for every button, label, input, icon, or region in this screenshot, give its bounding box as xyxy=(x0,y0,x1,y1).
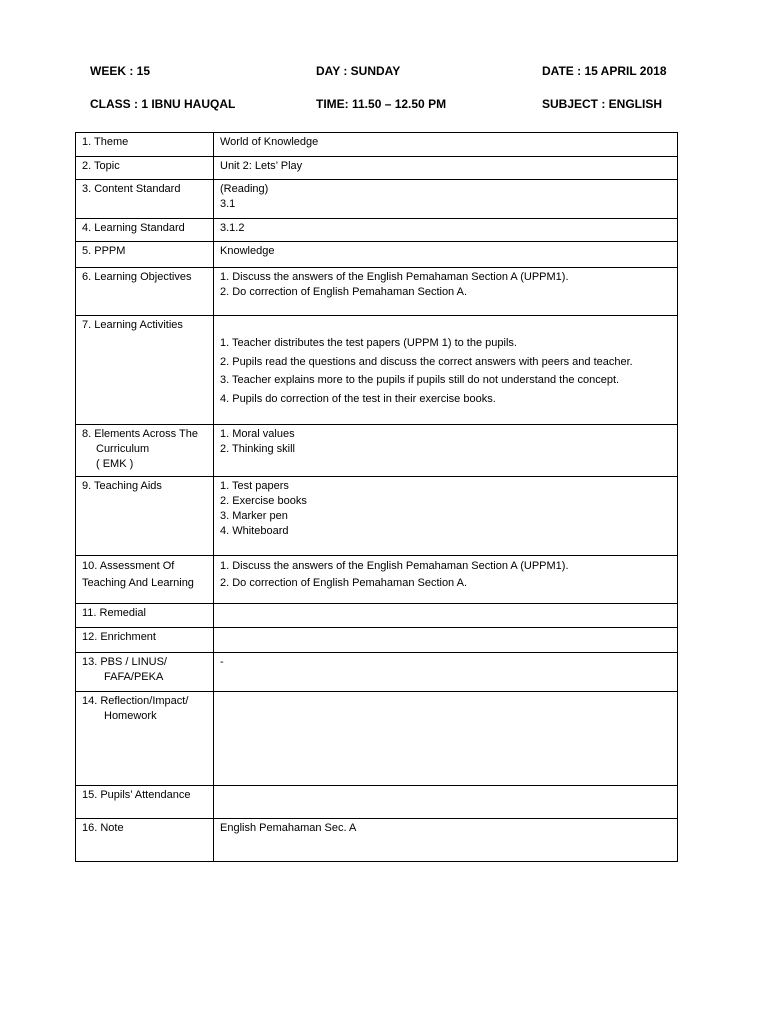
teaching-aid-item: 4. Whiteboard xyxy=(220,525,289,537)
content-standard-line: 3.1 xyxy=(220,198,236,210)
content-standard-content-cell xyxy=(214,180,678,219)
row-reflection xyxy=(76,692,678,786)
row-enrichment xyxy=(76,628,678,653)
topic-content-cell xyxy=(214,157,678,180)
enrichment-content-cell xyxy=(214,628,678,653)
learning-activity-item: 3. Teacher explains more to the pupils if pupils still do not understand the concept. xyxy=(220,374,620,386)
topic-label-cell xyxy=(76,157,214,180)
emk-label-line: Curriculum xyxy=(96,443,150,455)
row-assessment xyxy=(76,556,678,604)
assessment-item: 1. Discuss the answers of the English Pemahaman Section A (UPPM1). xyxy=(220,560,569,572)
note-label: 16. Note xyxy=(82,822,124,834)
time-label: TIME: 11.50 – 12.50 PM xyxy=(316,97,447,111)
learning-objective-item: 2. Do correction of English Pemahaman Section A. xyxy=(220,286,468,298)
content-standard-line: (Reading) xyxy=(220,183,269,195)
attendance-content-cell xyxy=(214,786,678,819)
learning-standard-value: 3.1.2 xyxy=(220,222,245,234)
teaching-aids-label: 9. Teaching Aids xyxy=(82,480,162,492)
learning-objectives-label-cell xyxy=(76,268,214,316)
emk-item: 1. Moral values xyxy=(220,428,295,440)
teaching-aid-item: 3. Marker pen xyxy=(220,510,288,522)
note-value: English Pemahaman Sec. A xyxy=(220,822,357,834)
learning-activity-item: 1. Teacher distributes the test papers (UPPM 1) to the pupils. xyxy=(220,337,517,349)
note-label-cell xyxy=(76,819,214,862)
week-label: WEEK : 15 xyxy=(90,64,151,78)
emk-item: 2. Thinking skill xyxy=(220,443,295,455)
theme-content-cell xyxy=(214,133,678,157)
row-learning-objectives xyxy=(76,268,678,316)
content-standard-label: 3. Content Standard xyxy=(82,183,181,195)
pbs-linus-content-cell xyxy=(214,653,678,692)
learning-activities-label: 7. Learning Activities xyxy=(82,319,183,331)
remedial-label-cell xyxy=(76,604,214,628)
teaching-aid-item: 2. Exercise books xyxy=(220,495,307,507)
emk-label-line: 8. Elements Across The xyxy=(82,428,198,440)
subject-label: SUBJECT : ENGLISH xyxy=(542,97,663,111)
row-pppm xyxy=(76,242,678,268)
topic-value: Unit 2: Lets’ Play xyxy=(220,160,303,172)
pbs-linus-label-line: FAFA/PEKA xyxy=(104,671,164,683)
pppm-label: 5. PPPM xyxy=(82,245,126,257)
learning-standard-content-cell xyxy=(214,219,678,242)
learning-standard-label-cell xyxy=(76,219,214,242)
assessment-content-cell xyxy=(214,556,678,604)
assessment-item: 2. Do correction of English Pemahaman Section A. xyxy=(220,577,468,589)
reflection-label-line: 14. Reflection/Impact/ xyxy=(82,695,189,707)
lesson-plan-table xyxy=(75,132,678,862)
date-label: DATE : 15 APRIL 2018 xyxy=(542,64,667,78)
pbs-linus-label-cell xyxy=(76,653,214,692)
pbs-linus-label-line: 13. PBS / LINUS/ xyxy=(82,656,167,668)
teaching-aids-label-cell xyxy=(76,477,214,556)
attendance-label-cell xyxy=(76,786,214,819)
theme-label: 1. Theme xyxy=(82,136,129,148)
learning-objective-item: 1. Discuss the answers of the English Pemahaman Section A (UPPM1). xyxy=(220,271,569,283)
row-elements-across-curriculum xyxy=(76,425,678,477)
row-learning-activities xyxy=(76,316,678,425)
learning-objectives-content-cell xyxy=(214,268,678,316)
row-pupils-attendance xyxy=(76,786,678,819)
assessment-label-line: 10. Assessment Of xyxy=(82,560,175,572)
attendance-label: 15. Pupils’ Attendance xyxy=(82,789,191,801)
enrichment-label: 12. Enrichment xyxy=(82,631,156,643)
emk-label-line: ( EMK ) xyxy=(96,458,134,470)
topic-label: 2. Topic xyxy=(82,160,120,172)
learning-objectives-label: 6. Learning Objectives xyxy=(82,271,192,283)
learning-activities-label-cell xyxy=(76,316,214,425)
row-learning-standard xyxy=(76,219,678,242)
reflection-content-cell xyxy=(214,692,678,786)
emk-label-cell xyxy=(76,425,214,477)
row-teaching-aids xyxy=(76,477,678,556)
learning-standard-label: 4. Learning Standard xyxy=(82,222,185,234)
theme-value: World of Knowledge xyxy=(220,136,319,148)
learning-activity-item: 2. Pupils read the questions and discuss the correct answers with peers and teacher. xyxy=(220,355,633,368)
theme-label-cell xyxy=(76,133,214,157)
pbs-linus-value: - xyxy=(220,656,224,668)
pppm-value: Knowledge xyxy=(220,245,275,257)
row-content-standard xyxy=(76,180,678,219)
row-theme xyxy=(76,133,678,157)
row-topic xyxy=(76,157,678,180)
teaching-aids-content-cell xyxy=(214,477,678,556)
row-pbs-linus xyxy=(76,653,678,692)
pppm-content-cell xyxy=(214,242,678,268)
reflection-label-line: Homework xyxy=(104,710,157,722)
remedial-label: 11. Remedial xyxy=(82,607,146,619)
learning-activity-item: 4. Pupils do correction of the test in their exercise books. xyxy=(220,392,496,405)
emk-content-cell xyxy=(214,425,678,477)
content-standard-label-cell xyxy=(76,180,214,219)
row-note xyxy=(76,819,678,862)
note-content-cell xyxy=(214,819,678,862)
assessment-label-line: Teaching And Learning xyxy=(82,577,194,589)
pppm-label-cell xyxy=(76,242,214,268)
remedial-content-cell xyxy=(214,604,678,628)
enrichment-label-cell xyxy=(76,628,214,653)
class-label: CLASS : 1 IBNU HAUQAL xyxy=(90,97,236,111)
day-label: DAY : SUNDAY xyxy=(316,64,401,78)
assessment-label-cell xyxy=(76,556,214,604)
row-remedial xyxy=(76,604,678,628)
teaching-aid-item: 1. Test papers xyxy=(220,480,289,492)
reflection-label-cell xyxy=(76,692,214,786)
learning-activities-content-cell xyxy=(214,316,678,425)
